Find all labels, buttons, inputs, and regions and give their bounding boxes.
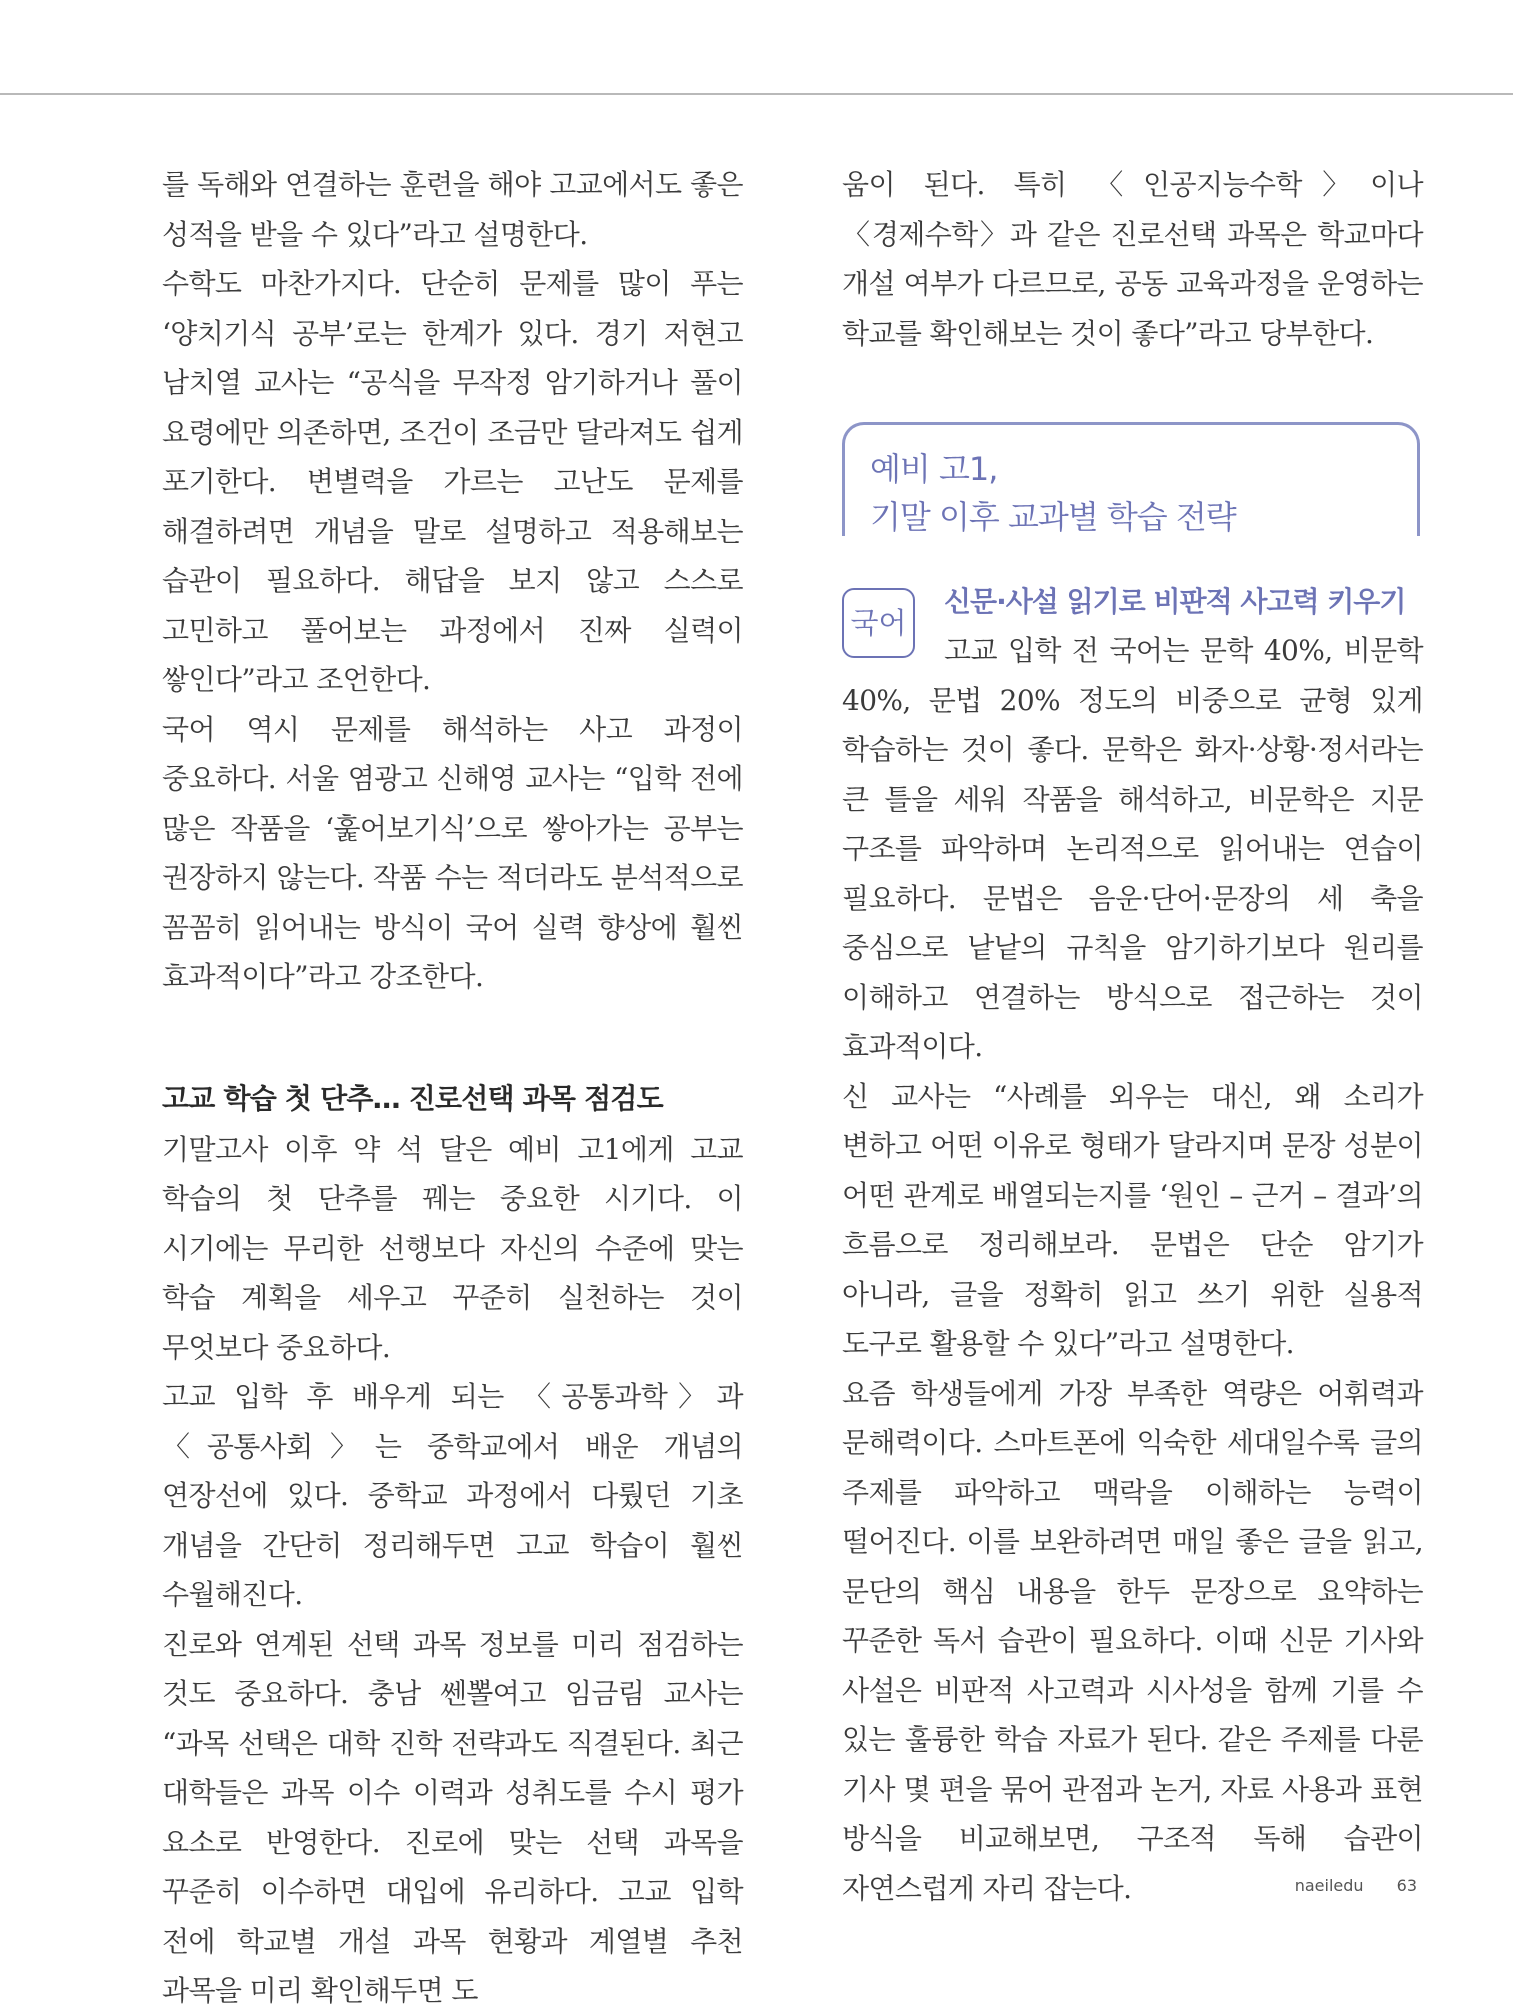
body-paragraph: 고교 입학 후 배우게 되는 〈공통과학〉과 〈공통사회〉는 중학교에서 배운 개념의 연장선에 있다. 중학교 과정에서 다뤘던 기초 개념을 간단히 정리해두면 고교 학습이 훨씬 수월해진다. xyxy=(162,1380,743,1611)
body-paragraph: 움이 된다. 특히 〈인공지능수학〉이나 〈경제수학〉과 같은 진로선택 과목은 학교마다 개설 여부가 다르므로, 공동 교육과정을 운영하는 학교를 확인해보는 것이 좋다”라고 당부한다. xyxy=(842,168,1423,350)
body-paragraph: 고교 입학 전 국어는 문학 40%, 비문학 40%, 문법 20% 정도의 비중으로 균형 있게 학습하는 것이 좋다. 문학은 화자·상황·정서라는 큰 틀을 세워 작품을 해석하고, 비문학은 지문 구조를 파악하며 논리적으로 읽어내는 연습이 필요하다. 문법은 음운·단어·문장의 세 축을 중심으로 낱낱의 규칙을 암기하기보다 원리를 이해하고 연결하는 방식으로 접근하는 것이 효과적이다. xyxy=(842,634,1423,1063)
strategy-box xyxy=(842,422,1420,536)
body-paragraph: 를 독해와 연결하는 훈련을 해야 고교에서도 좋은 성적을 받을 수 있다”라고 설명한다. xyxy=(162,168,743,251)
footer-brand: naeiledu xyxy=(1294,1876,1364,1895)
body-paragraph: 진로와 연계된 선택 과목 정보를 미리 점검하는 것도 중요하다. 충남 쎈뽈여고 임금림 교사는 “과목 선택은 대학 진학 전략과도 직결된다. 최근 대학들은 과목 이수 이력과 성취도를 수시 평가 요소로 반영한다. 진로에 맞는 선택 과목을 꾸준히 이수하면 대입에 유리하다. 고교 입학 전에 학교별 개설 과목 현황과 계열별 추천 과목을 미리 확인해두면 도 xyxy=(162,1627,743,2007)
box-title xyxy=(870,445,1236,541)
top-rule xyxy=(0,93,1513,95)
box-title-line: 기말 이후 교과별 학습 전략 xyxy=(870,498,1236,536)
box-title-line: 예비 고1, xyxy=(870,450,998,488)
subject-heading: 신문·사설 읽기로 비판적 사고력 키우기 xyxy=(944,585,1406,618)
body-paragraph: 국어 역시 문제를 해석하는 사고 과정이 중요하다. 서울 염광고 신해영 교사는 “입학 전에 많은 작품을 ‘훑어보기식’으로 쌓아가는 공부는 권장하지 않는다. 작품 수는 적더라도 분석적으로 꼼꼼히 읽어내는 방식이 국어 실력 향상에 훨씬 효과적이다”라고 강조한다. xyxy=(162,712,743,993)
body-paragraph: 신 교사는 “사례를 외우는 대신, 왜 소리가 변하고 어떤 이유로 형태가 달라지며 문장 성분이 어떤 관계로 배열되는지를 ‘원인 – 근거 – 결과’의 흐름으로 정리해보라. 문법은 단순 암기가 아니라, 글을 정확히 읽고 쓰기 위한 실용적 도구로 활용할 수 있다”라고 설명한다. xyxy=(842,1079,1423,1360)
page-number: 63 xyxy=(1396,1876,1417,1895)
section-heading: 고교 학습 첫 단추… 진로선택 과목 점검도 xyxy=(162,1081,663,1115)
body-paragraph: 요즘 학생들에게 가장 부족한 역량은 어휘력과 문해력이다. 스마트폰에 익숙한 세대일수록 글의 주제를 파악하고 맥락을 이해하는 능력이 떨어진다. 이를 보완하려면 매일 좋은 글을 읽고, 문단의 핵심 내용을 한두 문장으로 요약하는 꾸준한 독서 습관이 필요하다. 이때 신문 기사와 사설은 비판적 사고력과 시사성을 함께 기를 수 있는 훌륭한 학습 자료가 된다. 같은 주제를 다룬 기사 몇 편을 묶어 관점과 논거, 자료 사용과 표현 방식을 비교해보면, 구조적 독해 습관이 자연스럽게 자리 잡는다. xyxy=(842,1376,1423,1905)
right-column xyxy=(842,160,1423,1913)
left-column xyxy=(162,160,743,2016)
body-paragraph: 수학도 마찬가지다. 단순히 문제를 많이 푸는 ‘양치기식 공부’로는 한계가 있다. 경기 저현고 남치열 교사는 “공식을 무작정 암기하거나 풀이 요령에만 의존하면, 조건이 조금만 달라져도 쉽게 포기한다. 변별력을 가르는 고난도 문제를 해결하려면 개념을 말로 설명하고 적용해보는 습관이 필요하다. 해답을 보지 않고 스스로 고민하고 풀어보는 과정에서 진짜 실력이 쌓인다”라고 조언한다. xyxy=(162,267,743,696)
page-footer xyxy=(1295,1876,1417,1895)
body-paragraph: 기말고사 이후 약 석 달은 예비 고1에게 고교 학습의 첫 단추를 꿰는 중요한 시기다. 이 시기에는 무리한 선행보다 자신의 수준에 맞는 학습 계획을 세우고 꾸준히 실천하는 것이 무엇보다 중요하다. xyxy=(162,1132,743,1364)
subject-section xyxy=(842,578,1423,1072)
subject-badge: 국어 xyxy=(842,588,915,658)
